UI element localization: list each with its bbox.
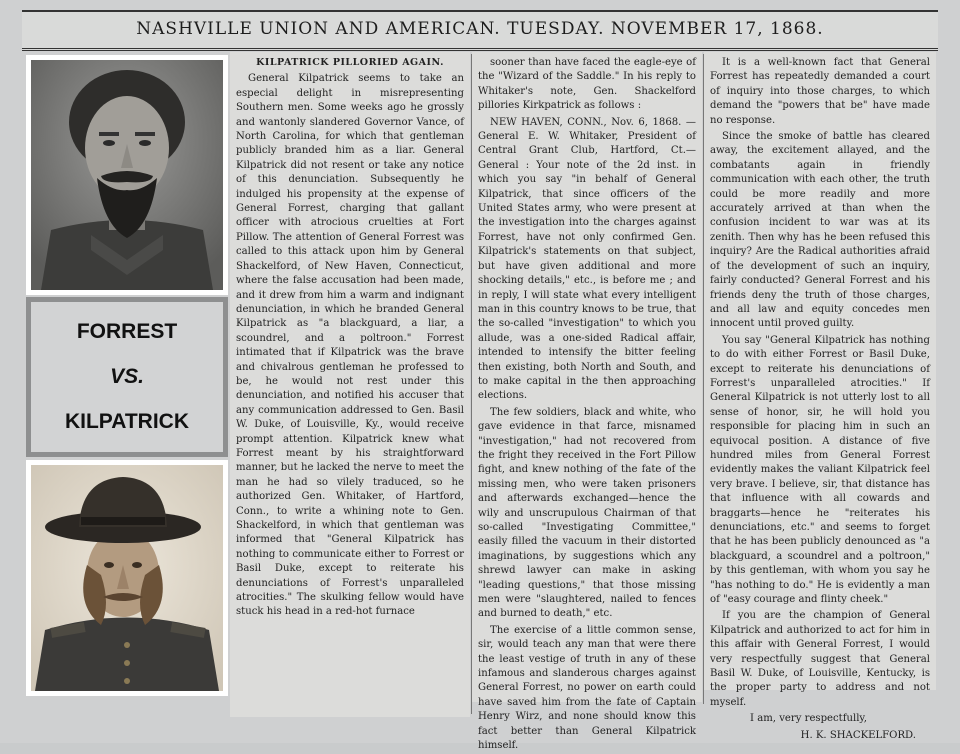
letter-paragraph: The exercise of a little common sense, sir, would teach any man that were there the least vestige of truth in any of these infamous and slanderous charges against General Forrest, no power on earth could have saved him from the fate of Captain Henry Wirz, and none should know this fact better than General Kilpatrick himself. bbox=[478, 624, 696, 752]
title-kilpatrick: KILPATRICK bbox=[64, 409, 190, 433]
article-column-2 bbox=[472, 52, 702, 752]
title-box bbox=[26, 297, 228, 457]
forrest-portrait bbox=[26, 55, 228, 295]
letter-paragraph: Since the smoke of battle has cleared away, the excitement allayed, and the combatants again in friendly communication with each other, the truth could be more readily and more accurately arrived at than when the confusion incident to war was at its zenith. Then why has he been refused this inquiry? Are the Radical authorities afraid of the development of such an inquiry, fairly conducted? General Forrest and his friends deny the truth of those charges, and all law and equity concedes men innocent until proved guilty. bbox=[710, 131, 930, 330]
title-box-inner bbox=[31, 302, 223, 452]
masthead-title: NASHVILLE UNION AND AMERICAN. TUESDAY. NOVEMBER 17, 1868. bbox=[136, 19, 824, 39]
newspaper-masthead bbox=[22, 10, 938, 51]
article-paragraph: General Kilpatrick seems to take an especial delight in misrepresenting Southern men. Some weeks ago he grossly and wantonly slandered Governor Vance, of North Carolina, for which that gentleman publicly branded him as a liar. General Kilpatrick did not resent or take any notice of this denunciation. Subsequently he indulged his propensity at the expense of General Forrest, charging that gallant officer with atrocious cruelties at Fort Pillow. The attention of General Forrest was called to this attack upon him by General Shackelford, of New Haven, Connecticut, where the false accusation had been made, and it drew from him a warm and indignant denunciation, in which he branded General Kilpatrick as "a blackguard, a liar, a scoundrel, and a poltroon." Forrest intimated that if Kilpatrick was the brave and chivalrous gentleman he professed to be, he would not rest under this denunciation, and notified his accuser that any communication addressed to Gen. Basil W. Duke, of Louisville, Ky., would receive prompt attention. Kilpatrick knew what Forrest meant by his straightforward manner, but he lacked the nerve to meet the man he had so vilely traduced, so he authorized Gen. Whitaker, of Hartford, Conn., to write a whining note to Gen. Shackelford, in which that gentleman was informed that "General Kilpatrick has nothing to communicate either to Forrest or Basil Duke, except to reiterate his denunciations of Forrest's unparalleled atrocities." The skulking fellow would have stuck his head in a red-hot furnace bbox=[236, 73, 464, 618]
article-column-3 bbox=[704, 52, 936, 741]
article-paragraph: sooner than have faced the eagle-eye of the "Wizard of the Saddle." In his reply to Whitaker's note, Gen. Shackelford pillories Kirkpatrick as follows : bbox=[478, 57, 696, 112]
letter-signature: H. K. SHACKELFORD. bbox=[800, 729, 916, 741]
kilpatrick-portrait bbox=[26, 460, 228, 696]
article-heading: KILPATRICK PILLORIED AGAIN. bbox=[256, 57, 444, 68]
letter-paragraph: NEW HAVEN, CONN., Nov. 6, 1868. —General E. W. Whitaker, President of Central Grant Club, Hartford, Ct.— General : Your note of the 2d inst. in which you say "in behalf of General Kilpatrick, that since officers of the United States army, who were present at the investigation into the charges against Forrest, have not only confirmed Gen. Kilpatrick's statements on that subject, but have given additional and more shocking details," etc., is before me ; and in reply, I will state what every intelligent man in this country knows to be true, that the so-called "investigation" to which you allude, was a one-sided Radical affair, intended to intensify the bitter feeling then existing, both North and South, and to make capital in the then approaching elections. bbox=[478, 116, 696, 402]
kilpatrick-portrait-image bbox=[31, 465, 223, 691]
forrest-portrait-image bbox=[31, 60, 223, 290]
article-column-1 bbox=[230, 52, 470, 717]
letter-paragraph: It is a well-known fact that General Forrest has repeatedly demanded a court of inquiry into those charges, to which demand the "powers that be" have made no response. bbox=[710, 57, 930, 126]
title-forrest: FORREST bbox=[76, 320, 178, 344]
letter-paragraph: You say "General Kilpatrick has nothing to do with either Forrest or Basil Duke, except to reiterate his denunciations of Forrest's unparalleled atrocities." If General Kilpatrick is not utterly lost to all sense of honor, sir, he will hold you responsible for placing him in such an equivocal position. A distance of five hundred miles from General Forrest evidently makes the valiant Kilpatrick feel very brave. I believe, sir, that distance has that influence with all cowards and braggarts—hence he "reiterates his denunciations, etc." and seems to forget that he has been publicly denounced as "a blackguard, a scoundrel and a poltroon," by this gentleman, with whom you say he "has nothing to do." He is evidently a man of "easy courage and flinty cheek." bbox=[710, 334, 930, 606]
title-vs: VS. bbox=[110, 364, 144, 388]
letter-paragraph: If you are the champion of General Kilpatrick and authorized to act for him in this affair with General Forrest, I would very respectfully suggest that General Basil W. Duke, of Louisville, Kentucky, is the proper party to address and not myself. bbox=[710, 610, 930, 708]
letter-closing: I am, very respectfully, bbox=[750, 713, 867, 725]
letter-paragraph: The few soldiers, black and white, who gave evidence in that farce, misnamed "investigation," had not recovered from the fright they received in the Fort Pillow fight, and knew nothing of the fate of the missing men, who were taken prisoners and afterwards exchanged—hence the wily and unscrupulous Chairman of that so-called "Investigating Committee," easily filled the vacuum in their distorted imaginations, by suggestions which any shrewd lawyer can make in asking "leading questions," that those missing men were "slaughtered, nailed to fences and burned to death," etc. bbox=[478, 406, 696, 620]
